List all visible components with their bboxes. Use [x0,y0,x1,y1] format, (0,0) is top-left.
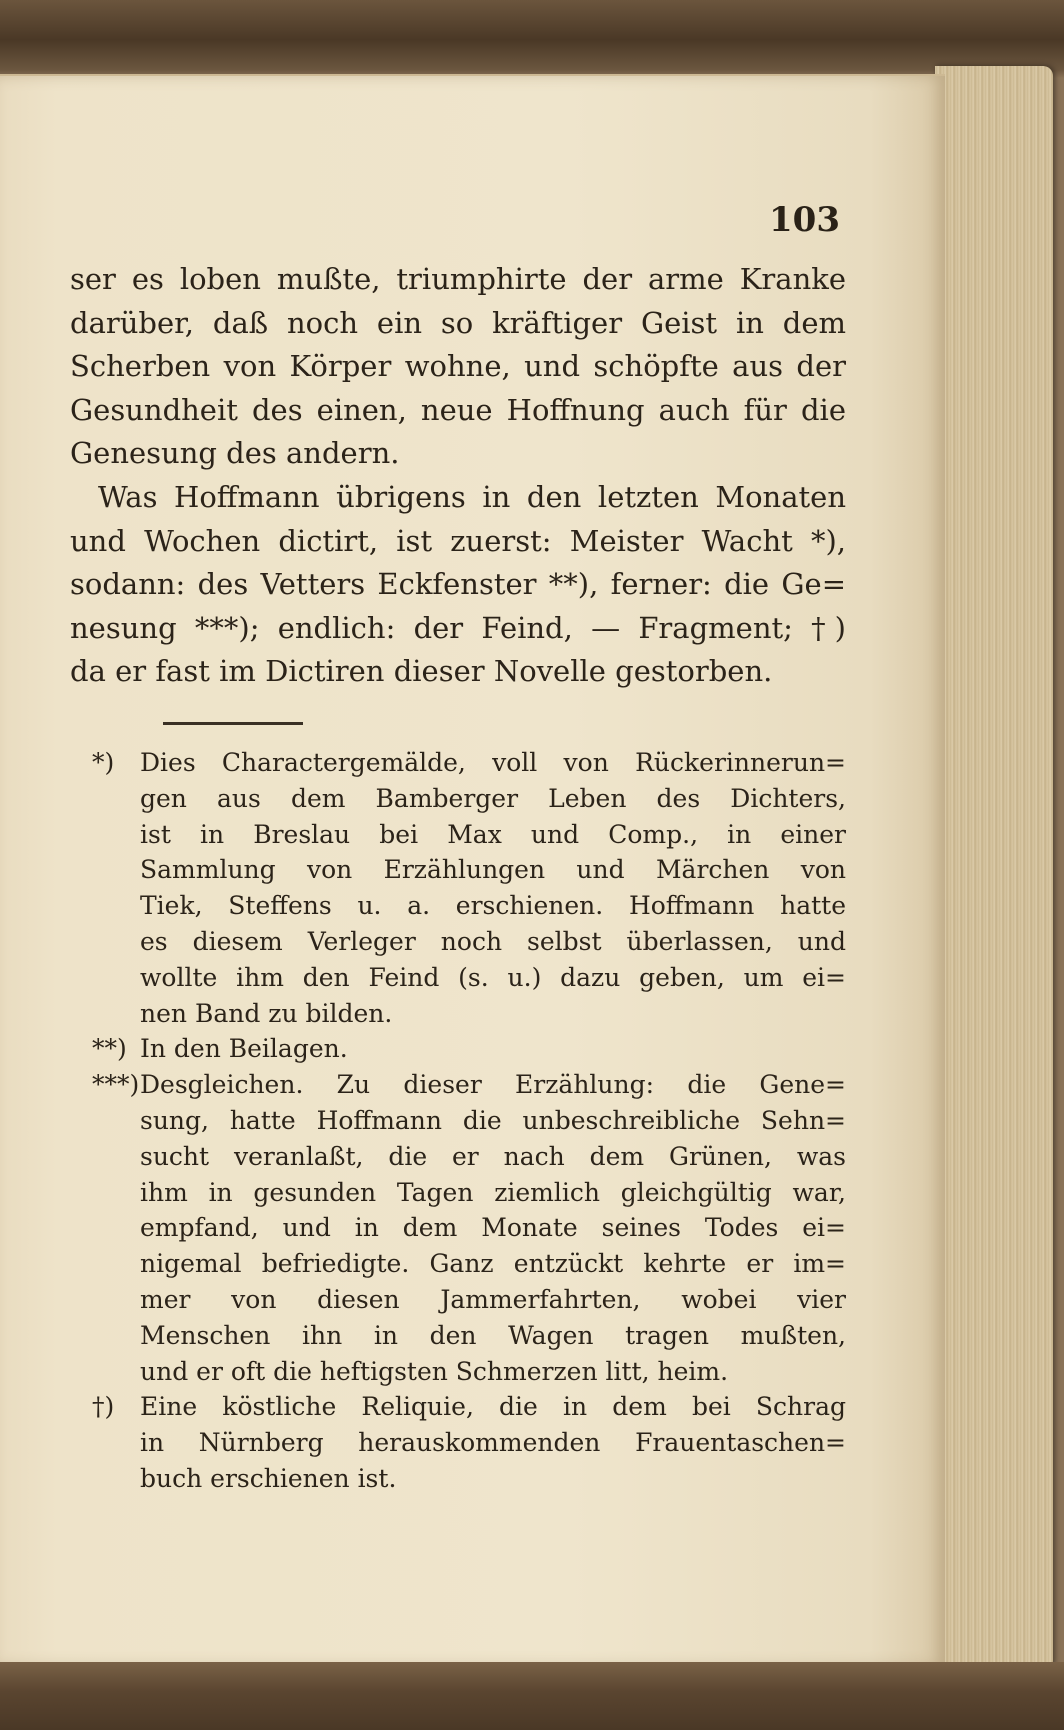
footnote-line: es diesem Verleger noch selbst überlassen, und [140,926,846,956]
footnote-line: In den Beilagen. [140,1034,348,1064]
text-line: ser es loben mußte, triumphirte der arme Kranke [70,262,846,296]
footnote-line: Desgleichen. Zu dieser Erzählung: die Gene= [140,1070,846,1100]
footnote-line: Dies Charactergemälde, voll von Rückerinnerun= [140,748,846,777]
footnote-mark: †) [92,1392,115,1422]
text-line: da er fast im Dictiren dieser Novelle gestorben. [70,654,773,689]
page-number: 103 [769,200,840,240]
footnote-2 [92,1031,846,1067]
footnote-line: sung, hatte Hoffmann die unbeschreibliche Sehn= [140,1105,846,1135]
footnote-3 [92,1067,846,1389]
footnote-mark: ***) [92,1070,140,1100]
footnote-line: gen aus dem Bamberger Leben des Dichters, [140,783,846,813]
text-line: Scherben von Körper wohne, und schöpfte aus der [70,349,846,384]
footnote-mark: *) [92,748,115,777]
text-line: und Wochen dictirt, ist zuerst: Meister Wacht *), [70,523,846,558]
footnote-line: Sammlung von Erzählungen und Märchen von [140,855,846,885]
text-line: Was Hoffmann übrigens in den letzten Monaten [98,479,846,514]
text-line: Genesung des andern. [70,436,400,471]
footnote-line: buch erschienen ist. [140,1463,397,1493]
text-line: Gesundheit des einen, neue Hoffnung auch für die [70,392,846,427]
footnote-divider [163,722,303,725]
footnote-line: empfand, und in dem Monate seines Todes ei= [140,1213,846,1243]
footnote-line: Eine köstliche Reliquie, die in dem bei Schrag [140,1392,846,1422]
footnote-line: nen Band zu bilden. [140,998,393,1028]
text-line: nesung ***); endlich: der Feind, — Fragment; †) [70,610,846,645]
footnotes [92,745,846,1497]
bottom-shadow [0,1662,1064,1730]
footnote-1 [92,745,846,1031]
footnote-line: Menschen ihn in den Wagen tragen mußten, [140,1320,846,1350]
footnote-line: ihm in gesunden Tagen ziemlich gleichgültig war, [140,1177,846,1207]
footnote-line: mer von diesen Jammerfahrten, wobei vier [140,1284,846,1314]
footnote-line: sucht veranlaßt, die er nach dem Grünen, was [140,1141,846,1171]
footnote-line: wollte ihm den Feind (s. u.) dazu geben, um ei= [140,962,846,992]
text-line: sodann: des Vetters Eckfenster **), ferner: die Ge= [70,567,846,602]
page-edges [935,66,1053,1670]
footnote-line: Tiek, Steffens u. a. erschienen. Hoffmann hatte [140,891,846,921]
footnote-line: ist in Breslau bei Max und Comp., in einer [140,819,846,849]
footnote-line: nigemal befriedigte. Ganz entzückt kehrte er im= [140,1249,846,1279]
footnote-line: und er oft die heftigsten Schmerzen litt, heim. [140,1356,729,1386]
footnote-4 [92,1389,846,1496]
footnote-line: in Nürnberg herauskommenden Frauentaschen= [140,1428,846,1458]
text-line: darüber, daß noch ein so kräftiger Geist in dem [70,305,846,340]
main-text [70,258,846,694]
footnote-mark: **) [92,1034,127,1064]
